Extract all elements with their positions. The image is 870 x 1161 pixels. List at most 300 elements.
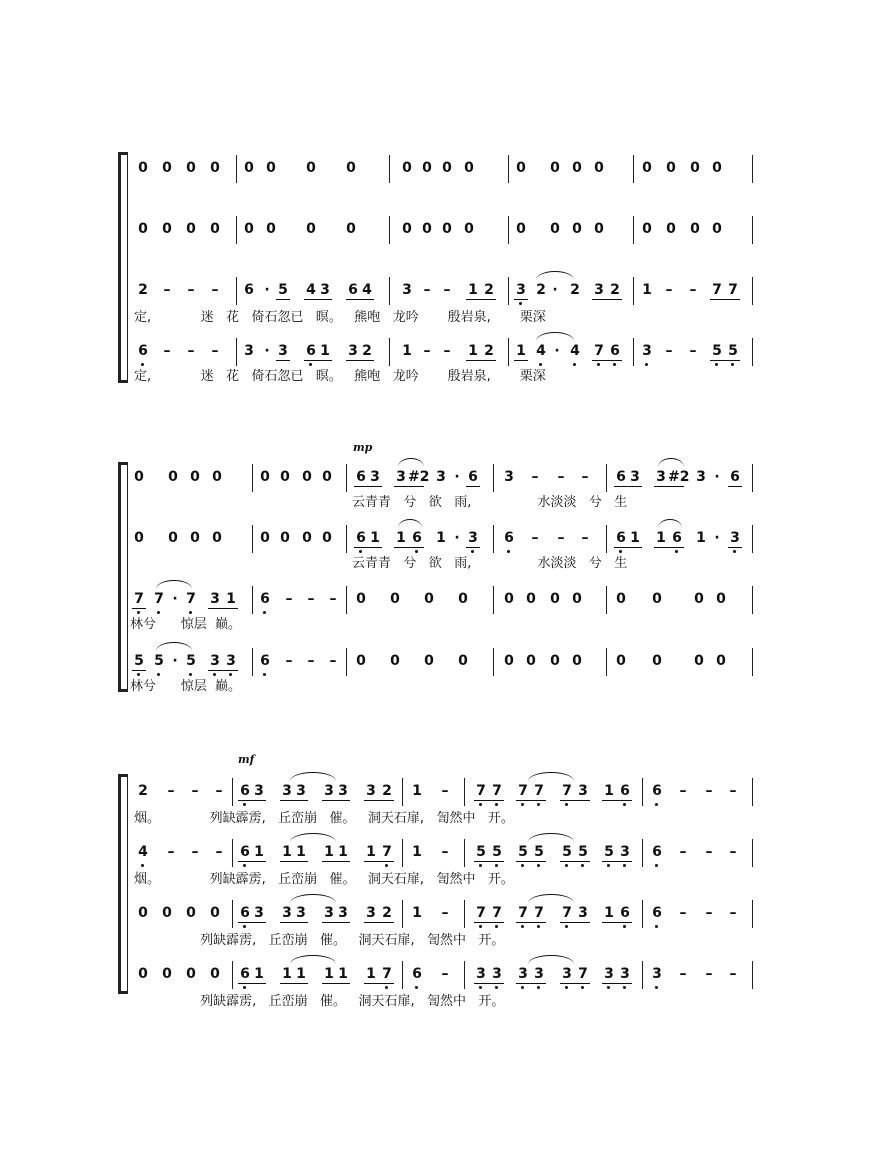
note-glyph: 1	[282, 966, 292, 982]
note-glyph: 5	[492, 844, 502, 860]
note-glyph: 7	[476, 783, 486, 799]
barline	[606, 464, 607, 492]
slur-arc	[658, 519, 682, 528]
octave-dot	[141, 363, 144, 366]
note-glyph: 0	[424, 653, 434, 669]
note-glyph: ·	[552, 282, 558, 298]
note-glyph: 3	[504, 469, 514, 485]
barline	[606, 648, 607, 676]
note-glyph: 7	[712, 282, 722, 298]
note-glyph: 7	[382, 966, 392, 982]
barline	[642, 778, 643, 806]
note-glyph: 1	[320, 343, 330, 359]
note-glyph: 6	[652, 844, 662, 860]
note-glyph: –	[163, 282, 171, 298]
octave-dot	[519, 302, 522, 305]
note-glyph: –	[729, 783, 737, 799]
note-glyph: 7	[134, 591, 144, 607]
beam-underline	[238, 922, 266, 923]
beam-underline	[132, 670, 146, 671]
staff-1-4	[0, 338, 870, 390]
note-glyph: 7	[562, 905, 572, 921]
note-glyph: 0	[190, 469, 200, 485]
barline	[752, 648, 753, 676]
beam-underline	[322, 922, 350, 923]
note-glyph: 3	[254, 905, 264, 921]
octave-dot	[359, 550, 362, 553]
note-glyph: 0	[642, 221, 652, 237]
note-glyph: 3	[642, 343, 652, 359]
note-glyph: ·	[554, 343, 560, 359]
note-glyph: –	[557, 469, 565, 485]
note-glyph: 4	[138, 844, 148, 860]
note-glyph: 6	[348, 282, 358, 298]
note-glyph: 3	[516, 282, 526, 298]
note-glyph: ·	[264, 282, 270, 298]
lyrics: 列缺霹雳, 丘峦崩 催。 洞天石扉, 訇然中 开。	[134, 933, 505, 948]
note-glyph: 6	[652, 905, 662, 921]
note-glyph: 0	[616, 591, 626, 607]
note-glyph: 3	[436, 469, 446, 485]
note-glyph: 7	[534, 905, 544, 921]
note-glyph: 0	[464, 221, 474, 237]
note-glyph: 0	[162, 160, 172, 176]
beam-underline	[322, 800, 350, 801]
note-glyph: 3	[324, 905, 334, 921]
barline	[752, 961, 753, 989]
octave-dot	[507, 550, 510, 553]
octave-dot	[715, 363, 718, 366]
note-glyph: 3	[578, 905, 588, 921]
barline	[642, 839, 643, 867]
octave-dot	[565, 925, 568, 928]
beam-underline	[280, 800, 308, 801]
barline	[402, 839, 403, 867]
barline	[402, 778, 403, 806]
slur-arc	[536, 332, 574, 341]
note-glyph: 1	[324, 844, 334, 860]
octave-dot	[243, 803, 246, 806]
note-glyph: 6	[260, 591, 270, 607]
note-glyph: –	[187, 343, 195, 359]
note-glyph: 0	[516, 160, 526, 176]
beam-underline	[602, 861, 632, 862]
note-glyph: 3	[656, 469, 666, 485]
note-glyph: 6	[412, 966, 422, 982]
note-glyph: 4	[362, 282, 372, 298]
note-glyph: 1	[516, 343, 526, 359]
note-glyph: 6	[260, 653, 270, 669]
note-glyph: ·	[454, 530, 460, 546]
lyrics: 云青青 兮 欲 雨, 水淡淡 兮 生	[352, 556, 628, 571]
note-glyph: ·	[714, 530, 720, 546]
lyrics: 定, 迷 花 倚石忽已 暝。 熊咆 龙吟 殷岩泉, 栗深	[134, 369, 546, 384]
beam-underline	[514, 299, 528, 300]
beam-underline	[516, 861, 546, 862]
note-glyph: 3	[652, 966, 662, 982]
note-glyph: 0	[302, 530, 312, 546]
note-glyph: 0	[572, 591, 582, 607]
note-glyph: 5	[728, 343, 738, 359]
note-glyph: 0	[712, 160, 722, 176]
beam-underline	[516, 800, 546, 801]
note-glyph: 3	[468, 530, 478, 546]
octave-dot	[655, 925, 658, 928]
note-glyph: 5	[476, 844, 486, 860]
note-glyph: –	[689, 343, 697, 359]
slur-arc	[398, 519, 422, 528]
barline	[402, 961, 403, 989]
octave-dot	[655, 803, 658, 806]
slur-arc	[290, 894, 336, 903]
note-glyph: –	[191, 844, 199, 860]
note-glyph: 6	[616, 469, 626, 485]
note-glyph: 7	[728, 282, 738, 298]
barline	[252, 586, 253, 614]
note-glyph: 5	[534, 844, 544, 860]
note-glyph: 1	[412, 783, 422, 799]
beam-underline	[354, 486, 382, 487]
staff-1-1	[0, 155, 870, 207]
beam-underline	[514, 360, 528, 361]
beam-underline	[654, 486, 684, 487]
note-glyph: 3	[210, 653, 220, 669]
beam-underline	[602, 922, 632, 923]
note-glyph: 1	[254, 844, 264, 860]
beam-underline	[516, 922, 546, 923]
note-glyph: –	[679, 844, 687, 860]
note-glyph: 0	[572, 221, 582, 237]
note-glyph: 0	[526, 591, 536, 607]
barline	[252, 464, 253, 492]
beam-underline	[516, 983, 546, 984]
note-glyph: 6	[672, 530, 682, 546]
note-glyph: 1	[468, 282, 478, 298]
note-glyph: 2	[362, 343, 372, 359]
note-glyph: –	[729, 844, 737, 860]
note-glyph: 1	[370, 530, 380, 546]
barline	[633, 277, 634, 305]
note-glyph: 2	[382, 905, 392, 921]
note-glyph: 3	[296, 905, 306, 921]
note-glyph: –	[211, 282, 219, 298]
note-glyph: 0	[616, 653, 626, 669]
octave-dot	[607, 986, 610, 989]
note-glyph: #2	[408, 469, 430, 485]
note-glyph: 1	[412, 905, 422, 921]
beam-underline	[560, 800, 590, 801]
note-glyph: 3	[476, 966, 486, 982]
octave-dot	[385, 986, 388, 989]
slur-arc	[290, 833, 336, 842]
barline	[493, 525, 494, 553]
beam-underline	[238, 800, 266, 801]
note-glyph: –	[441, 783, 449, 799]
note-glyph: –	[679, 905, 687, 921]
note-glyph: –	[665, 343, 673, 359]
note-glyph: 6	[356, 530, 366, 546]
note-glyph: 3	[518, 966, 528, 982]
note-glyph: 0	[322, 469, 332, 485]
note-glyph: 0	[186, 160, 196, 176]
barline	[232, 961, 233, 989]
note-glyph: 7	[594, 343, 604, 359]
note-glyph: 5	[518, 844, 528, 860]
beam-underline	[346, 299, 374, 300]
note-glyph: 3	[226, 653, 236, 669]
note-glyph: #2	[668, 469, 690, 485]
octave-dot	[537, 925, 540, 928]
beam-underline	[560, 861, 590, 862]
barline	[389, 338, 390, 366]
note-glyph: 3	[578, 783, 588, 799]
octave-dot	[471, 550, 474, 553]
staff-2-4	[0, 648, 870, 700]
octave-dot	[309, 363, 312, 366]
slur-arc	[658, 458, 684, 467]
note-glyph: –	[531, 530, 539, 546]
note-glyph: 3	[366, 783, 376, 799]
octave-dot	[731, 363, 734, 366]
note-glyph: 0	[162, 905, 172, 921]
lyrics: 烟。 列缺霹雳, 丘峦崩 催。 洞天石扉, 訇然中 开。	[134, 872, 514, 887]
note-glyph: –	[441, 844, 449, 860]
note-glyph: 0	[458, 653, 468, 669]
note-glyph: 0	[260, 469, 270, 485]
barline	[346, 525, 347, 553]
barline	[508, 216, 509, 244]
beam-underline	[728, 486, 742, 487]
note-glyph: 7	[382, 844, 392, 860]
octave-dot	[619, 550, 622, 553]
note-glyph: 0	[464, 160, 474, 176]
note-glyph: 1	[656, 530, 666, 546]
beam-underline	[364, 983, 394, 984]
octave-dot	[573, 363, 576, 366]
note-glyph: 3	[370, 469, 380, 485]
staff-1-2	[0, 216, 870, 268]
note-glyph: –	[705, 905, 713, 921]
note-glyph: ·	[172, 591, 178, 607]
note-glyph: 0	[280, 530, 290, 546]
note-glyph: 3	[534, 966, 544, 982]
note-glyph: 1	[396, 530, 406, 546]
beam-underline	[728, 547, 742, 548]
note-glyph: 1	[338, 844, 348, 860]
beam-underline	[280, 983, 308, 984]
barline	[752, 464, 753, 492]
barline	[346, 464, 347, 492]
octave-dot	[479, 925, 482, 928]
note-glyph: 0	[690, 221, 700, 237]
note-glyph: –	[665, 282, 673, 298]
note-glyph: 3	[492, 966, 502, 982]
octave-dot	[415, 986, 418, 989]
staff-1-3	[0, 277, 870, 329]
barline	[464, 900, 465, 928]
beam-underline	[560, 983, 590, 984]
octave-dot	[495, 864, 498, 867]
note-glyph: 6	[468, 469, 478, 485]
note-glyph: 0	[422, 221, 432, 237]
barline	[252, 648, 253, 676]
note-glyph: –	[531, 469, 539, 485]
note-glyph: 0	[356, 591, 366, 607]
beam-underline	[602, 800, 632, 801]
beam-underline	[474, 983, 504, 984]
octave-dot	[495, 925, 498, 928]
barline	[752, 525, 753, 553]
note-glyph: 0	[422, 160, 432, 176]
barline	[236, 277, 237, 305]
barline	[633, 155, 634, 183]
note-glyph: 0	[266, 160, 276, 176]
note-glyph: 0	[186, 221, 196, 237]
barline	[633, 216, 634, 244]
note-glyph: 3	[366, 905, 376, 921]
staff-2-3	[0, 586, 870, 638]
note-glyph: 0	[504, 653, 514, 669]
note-glyph: 3	[348, 343, 358, 359]
staff-3-3	[0, 900, 870, 952]
beam-underline	[276, 299, 290, 300]
note-glyph: 0	[244, 160, 254, 176]
note-glyph: 7	[518, 783, 528, 799]
note-glyph: –	[729, 905, 737, 921]
octave-dot	[137, 673, 140, 676]
slur-arc	[290, 955, 336, 964]
note-glyph: 6	[620, 905, 630, 921]
beam-underline	[280, 922, 308, 923]
beam-underline	[364, 800, 394, 801]
note-glyph: 0	[162, 966, 172, 982]
octave-dot	[623, 986, 626, 989]
barline	[236, 216, 237, 244]
barline	[752, 586, 753, 614]
note-glyph: 1	[366, 966, 376, 982]
octave-dot	[495, 986, 498, 989]
octave-dot	[539, 363, 542, 366]
note-glyph: 0	[162, 221, 172, 237]
staff-3-1	[0, 778, 870, 830]
octave-dot	[581, 986, 584, 989]
note-glyph: 2	[570, 282, 580, 298]
note-glyph: 0	[594, 160, 604, 176]
note-glyph: 1	[366, 844, 376, 860]
octave-dot	[263, 673, 266, 676]
note-glyph: 0	[306, 221, 316, 237]
note-glyph: 4	[306, 282, 316, 298]
note-glyph: 4	[570, 343, 580, 359]
octave-dot	[213, 673, 216, 676]
note-glyph: –	[215, 783, 223, 799]
note-glyph: 0	[694, 653, 704, 669]
octave-dot	[243, 864, 246, 867]
note-glyph: 3	[282, 783, 292, 799]
octave-dot	[495, 803, 498, 806]
note-glyph: –	[705, 966, 713, 982]
beam-underline	[654, 547, 684, 548]
note-glyph: 3	[324, 783, 334, 799]
beam-underline	[208, 608, 238, 609]
note-glyph: 3	[620, 844, 630, 860]
note-glyph: 3	[402, 282, 412, 298]
beam-underline	[354, 547, 382, 548]
octave-dot	[623, 803, 626, 806]
dynamic-marking: mf	[238, 753, 255, 766]
note-glyph: –	[441, 905, 449, 921]
slur-arc	[528, 955, 574, 964]
note-glyph: 6	[504, 530, 514, 546]
octave-dot	[385, 864, 388, 867]
note-glyph: 2	[484, 282, 494, 298]
beam-underline	[238, 983, 266, 984]
barline	[493, 648, 494, 676]
note-glyph: 0	[666, 221, 676, 237]
note-glyph: 0	[138, 966, 148, 982]
barline	[346, 586, 347, 614]
note-glyph: 3	[338, 905, 348, 921]
octave-dot	[479, 864, 482, 867]
note-glyph: 6	[240, 905, 250, 921]
note-glyph: 0	[346, 160, 356, 176]
note-glyph: –	[211, 343, 219, 359]
note-glyph: 5	[278, 282, 288, 298]
note-glyph: 3	[730, 530, 740, 546]
beam-underline	[474, 922, 504, 923]
note-glyph: –	[443, 343, 451, 359]
beam-underline	[614, 486, 642, 487]
note-glyph: 0	[210, 160, 220, 176]
staff-3-4	[0, 961, 870, 1013]
note-glyph: 3	[696, 469, 706, 485]
beam-underline	[280, 861, 308, 862]
octave-dot	[597, 363, 600, 366]
slur-arc	[290, 772, 336, 781]
note-glyph: 0	[138, 221, 148, 237]
note-glyph: 0	[186, 966, 196, 982]
note-glyph: 0	[390, 653, 400, 669]
staff-2-1	[0, 464, 870, 516]
note-glyph: 6	[620, 783, 630, 799]
note-glyph: 7	[154, 591, 164, 607]
slur-arc	[156, 580, 192, 589]
beam-underline	[592, 299, 622, 300]
note-glyph: 3	[562, 966, 572, 982]
note-glyph: 5	[578, 844, 588, 860]
note-glyph: ·	[264, 343, 270, 359]
octave-dot	[243, 925, 246, 928]
barline	[752, 216, 753, 244]
note-glyph: –	[167, 783, 175, 799]
note-glyph: 7	[578, 966, 588, 982]
note-glyph: 6	[306, 343, 316, 359]
note-glyph: 0	[266, 221, 276, 237]
note-glyph: 5	[186, 653, 196, 669]
octave-dot	[521, 803, 524, 806]
beam-underline	[466, 547, 480, 548]
note-glyph: 5	[154, 653, 164, 669]
note-glyph: 6	[610, 343, 620, 359]
note-glyph: 0	[322, 530, 332, 546]
note-glyph: 0	[424, 591, 434, 607]
beam-underline	[132, 608, 146, 609]
note-glyph: 7	[492, 905, 502, 921]
barline	[752, 338, 753, 366]
note-glyph: 7	[476, 905, 486, 921]
note-glyph: 0	[168, 530, 178, 546]
staff-3-2	[0, 839, 870, 891]
